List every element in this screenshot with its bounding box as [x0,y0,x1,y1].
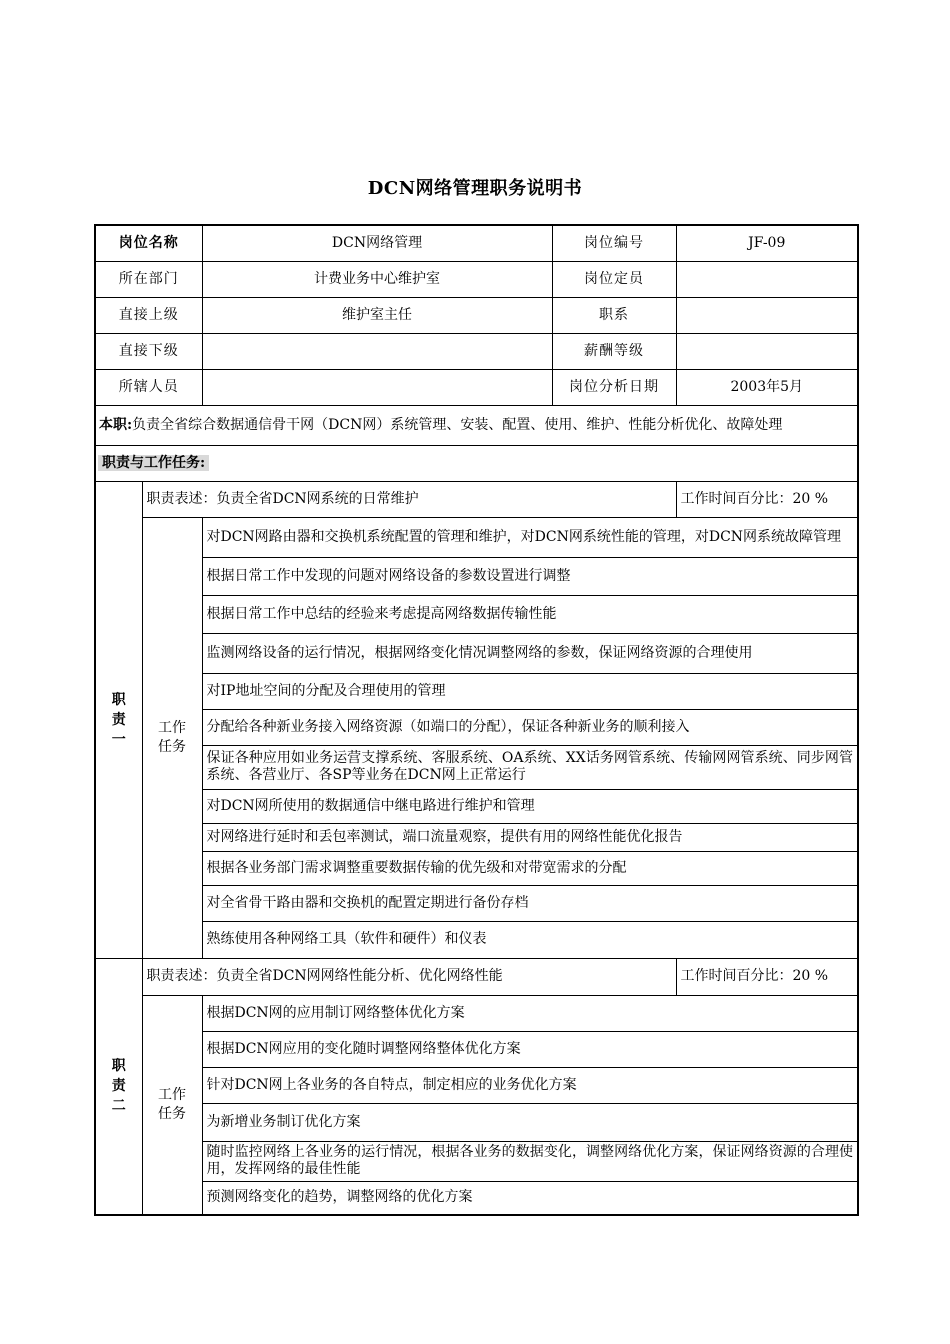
document-title: DCN网络管理职务说明书 [367,178,583,199]
subordinate-label: 直接下级 [95,333,202,369]
duty1-task: 保证各种应用如业务运营支撑系统、客服系统、OA系统、XX话务网管系统、传输网网管系统、同步网管系统、各营业厅、各SP等业务在DCN网上正常运行 [202,745,858,789]
duty-summary-text: 负责全省综合数据通信骨干网（DCN网）系统管理、安装、配置、使用、维护、性能分析优化、故障处理 [132,416,783,433]
duty1-task: 监测网络设备的运行情况，根据网络变化情况调整网络的参数，保证网络资源的合理使用 [202,633,858,673]
duty1-label [95,481,142,958]
post-code-value: JF-09 [676,225,858,261]
duty2-task: 根据DCN网应用的变化随时调整网络整体优化方案 [202,1031,858,1067]
duty1-statement-row [95,481,858,517]
job-description-table [94,224,859,1216]
table-row [95,557,858,595]
table-row [95,789,858,823]
table-row [95,633,858,673]
dept-value: 计费业务中心维护室 [202,261,552,297]
duty1-task: 根据各业务部门需求调整重要数据传输的优先级和对带宽需求的分配 [202,851,858,885]
duty2-label-text: 职责二 [111,1058,126,1115]
duty2-task-label-text: 工作任务 [158,1086,186,1122]
duty2-task-label [142,995,202,1215]
table-row [95,709,858,745]
staff-value [202,369,552,405]
dept-label: 所在部门 [95,261,202,297]
duty1-task: 对DCN网路由器和交换机系统配置的管理和维护，对DCN网系统性能的管理，对DCN网系统故障管理 [202,517,858,557]
duty1-task: 分配给各种新业务接入网络资源（如端口的分配），保证各种新业务的顺利接入 [202,709,858,745]
duty1-task: 对网络进行延时和丢包率测试，端口流量观察，提供有用的网络性能优化报告 [202,823,858,851]
duty2-task: 预测网络变化的趋势，调整网络的优化方案 [202,1181,858,1215]
post-code-label: 岗位编号 [552,225,676,261]
table-row [95,921,858,958]
row-subordinate [95,333,858,369]
row-duty-summary [95,405,858,445]
duty1-task: 熟练使用各种网络工具（软件和硬件）和仪表 [202,921,858,958]
post-name-label: 岗位名称 [95,225,202,261]
duty2-task: 根据DCN网的应用制订网络整体优化方案 [202,995,858,1031]
line-value [676,297,858,333]
salary-value [676,333,858,369]
duty2-statement: 职责表述：负责全省DCN网网络性能分析、优化网络性能 [142,958,676,995]
staff-label: 所辖人员 [95,369,202,405]
duty1-task-label [142,517,202,958]
table-row [95,885,858,921]
duty2-statement-row [95,958,858,995]
duty2-task: 为新增业务制订优化方案 [202,1103,858,1141]
superior-label: 直接上级 [95,297,202,333]
duty2-label [95,958,142,1215]
salary-label: 薪酬等级 [552,333,676,369]
section-header-text: 职责与工作任务: [98,455,209,471]
duty2-task: 随时监控网络上各业务的运行情况，根据各业务的数据变化，调整网络优化方案，保证网络资源的合理使用，发挥网络的最佳性能 [202,1141,858,1181]
duty1-task: 对全省骨干路由器和交换机的配置定期进行备份存档 [202,885,858,921]
duty1-task-label-text: 工作任务 [158,719,186,755]
quota-value [676,261,858,297]
table-row [95,851,858,885]
quota-label: 岗位定员 [552,261,676,297]
section-header [95,445,858,481]
row-post-name [95,225,858,261]
duty1-task: 根据日常工作中发现的问题对网络设备的参数设置进行调整 [202,557,858,595]
duty2-task: 针对DCN网上各业务的各自特点，制定相应的业务优化方案 [202,1067,858,1103]
row-superior [95,297,858,333]
duty1-task: 根据日常工作中总结的经验来考虑提高网络数据传输性能 [202,595,858,633]
table-row [95,1181,858,1215]
duty2-time: 工作时间百分比：20 % [676,958,858,995]
table-row [95,745,858,789]
line-label: 职系 [552,297,676,333]
duty-summary-label: 本职: [99,416,133,433]
table-row [95,1141,858,1181]
subordinate-value [202,333,552,369]
table-row [95,1067,858,1103]
duty1-label-text: 职责一 [111,691,126,748]
date-label: 岗位分析日期 [552,369,676,405]
duty-summary [95,405,858,445]
row-staff [95,369,858,405]
table-row [95,517,858,557]
table-row [95,823,858,851]
duty1-statement: 职责表述：负责全省DCN网系统的日常维护 [142,481,676,517]
table-row [95,1031,858,1067]
duty1-task: 对IP地址空间的分配及合理使用的管理 [202,673,858,709]
table-row [95,595,858,633]
row-section-header [95,445,858,481]
table-row [95,995,858,1031]
date-value: 2003年5月 [676,369,858,405]
post-name-value: DCN网络管理 [202,225,552,261]
superior-value: 维护室主任 [202,297,552,333]
row-dept [95,261,858,297]
table-row [95,673,858,709]
duty1-task: 对DCN网所使用的数据通信中继电路进行维护和管理 [202,789,858,823]
duty1-time: 工作时间百分比：20 % [676,481,858,517]
table-row [95,1103,858,1141]
